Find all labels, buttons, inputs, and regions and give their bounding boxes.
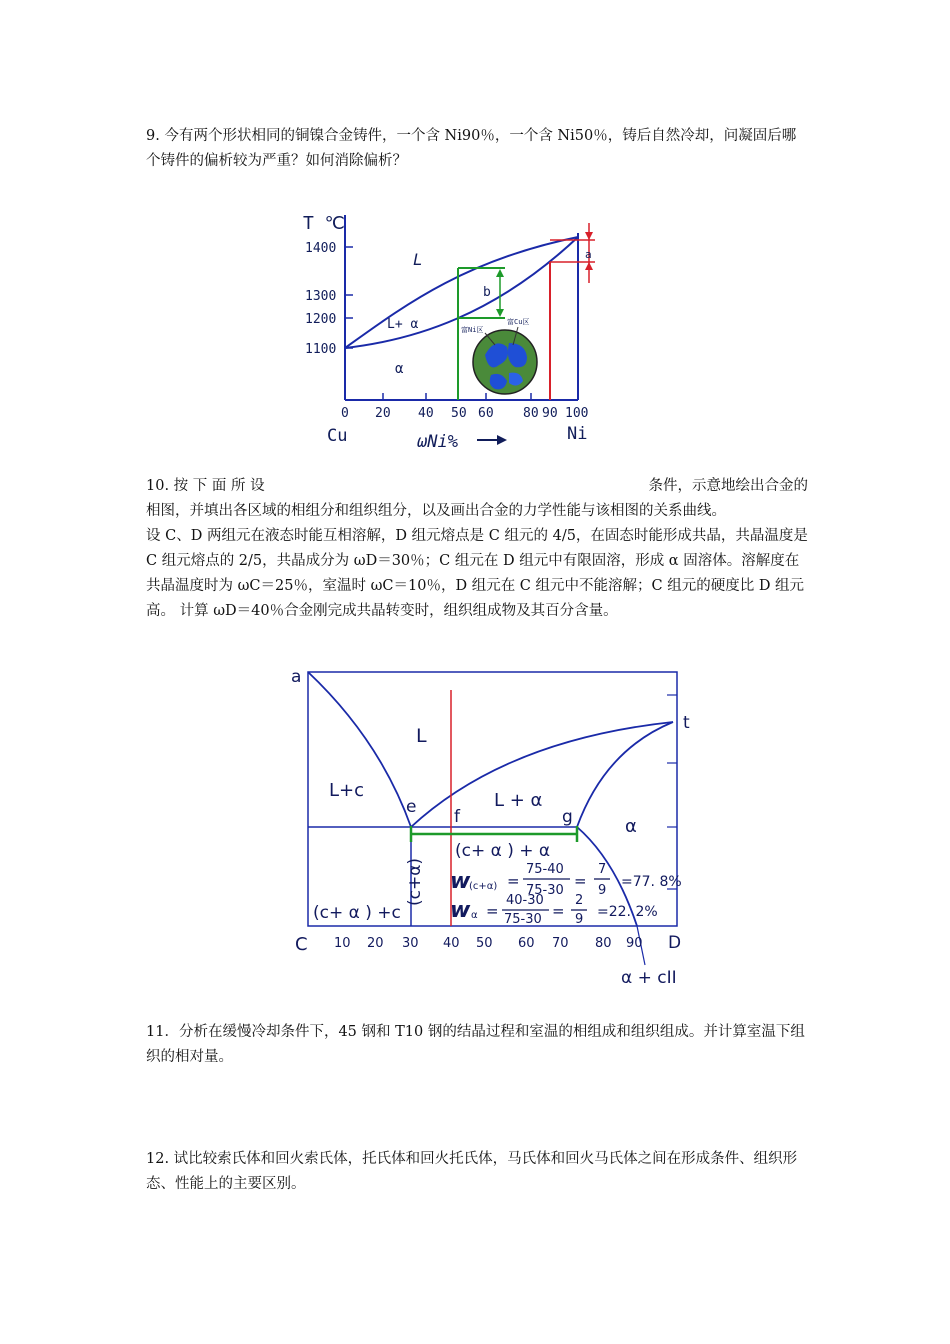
point-g-label: g: [562, 807, 573, 827]
x-tick: 60: [518, 936, 535, 951]
formula-1-symbol: w: [450, 869, 471, 894]
left-c-label: C: [295, 934, 308, 955]
formula-1-denominator: 75-30: [526, 883, 564, 898]
question-10-head: [146, 474, 808, 499]
x-tick: 90: [626, 936, 643, 951]
x-tick: 40: [418, 406, 434, 421]
x-tick: 70: [552, 936, 569, 951]
x-tick: 20: [367, 936, 384, 951]
point-f-label: f: [454, 807, 460, 827]
mark-a-label: a: [585, 248, 592, 261]
region-alpha-cii-label: α + cII: [621, 968, 677, 988]
question-10-line: 设 C、D 两组元在液态时能互相溶解，D 组元熔点是 C 组元的 4/5，在固态时能形成共晶，共晶温度是 C 组元熔点的 2/5，共晶成分为 ωD＝30％；C 组元在 D 组元中有限固溶，形成 α 固溶体。溶解度在共晶温度时为 ωC＝25％，室温时 ωC＝10％，D 组元在 C 组元中不能溶解；C 组元的硬度比 D 组元高。 计算 ωD＝40％合金刚完成共晶转变时，组织组成物及其百分含量。: [146, 528, 808, 619]
c-d-phase-diagram: [285, 660, 705, 995]
question-10-head-left: 10. 按 下 面 所 设: [146, 478, 265, 494]
y-tick: 1400: [305, 241, 337, 256]
x-tick: 80: [523, 406, 539, 421]
formula-2-denominator-2: 9: [575, 912, 584, 927]
right-d-label: D: [668, 933, 682, 953]
formula-2-denominator: 75-30: [504, 912, 542, 927]
x-tick: 40: [443, 936, 460, 951]
region-alpha-label: α: [625, 816, 637, 837]
x-tick: 50: [451, 406, 467, 421]
formula-1-numerator-2: 7: [598, 862, 607, 877]
formula-2-result: =22. 2%: [597, 904, 658, 920]
formula-1-equals: =: [574, 872, 587, 890]
formula-1-numerator: 75-40: [526, 862, 564, 877]
formula-2-symbol: w: [450, 898, 471, 923]
cu-ni-phase-diagram: [295, 205, 605, 455]
x-tick: 80: [595, 936, 612, 951]
question-9: 9. 今有两个形状相同的铜镍合金铸件，一个含 Ni90％，一个含 Ni50％，铸后自然冷却，问凝固后哪个铸件的偏析较为严重？如何消除偏析？: [146, 128, 797, 169]
region-ca-c-label: (c+ α ) +c: [313, 903, 401, 923]
x-tick: 20: [375, 406, 391, 421]
y-tick: 1300: [305, 289, 337, 304]
formula-2-equals: =: [552, 902, 565, 920]
question-10: [146, 474, 808, 624]
x-tick: 90: [542, 406, 558, 421]
liquidus-left: [308, 672, 411, 827]
mark-b-label: b: [483, 285, 491, 300]
formula-1-result: =77. 8%: [621, 874, 682, 890]
question-10-head-right: 条件，示意地绘出合金的: [648, 478, 808, 494]
formula-2-numerator-2: 2: [575, 893, 584, 908]
point-e-label: e: [406, 797, 417, 817]
x-tick: 30: [402, 936, 419, 951]
ni-rich-label: 富Ni区: [461, 326, 484, 334]
y-axis-label: T ℃: [303, 213, 345, 234]
question-12: 12. 试比较索氏体和回火索氏体，托氏体和回火托氏体，马氏体和回火马氏体之间在形成条件、组织形态、性能上的主要区别。: [146, 1151, 798, 1192]
region-alpha-label: α: [395, 361, 404, 377]
x-tick: 100: [565, 406, 589, 421]
x-tick: 0: [341, 406, 349, 421]
x-axis-label: ωNi%: [417, 432, 458, 452]
solidus-right: [577, 722, 673, 827]
question-11: 11．分析在缓慢冷却条件下，45 钢和 T10 钢的结晶过程和室温的相组成和组织组成。并计算室温下组织的相对量。: [146, 1024, 805, 1065]
formula-2-numerator: 40-30: [506, 893, 544, 908]
formula-1-subscript: (c+α): [469, 881, 498, 892]
y-tick: 1200: [305, 312, 337, 327]
region-liquid-label: L: [413, 250, 423, 269]
region-ca-alpha-label: (c+ α ) + α: [455, 841, 551, 861]
region-l-alpha-label: L+ α: [387, 317, 419, 332]
x-left-label: Cu: [327, 426, 348, 446]
region-l-label: L: [416, 725, 427, 747]
formula-1-equals: =: [507, 872, 520, 890]
region-ca-vertical-label: (c+α): [405, 857, 425, 906]
region-lc-label: L+c: [329, 780, 365, 801]
x-tick: 60: [478, 406, 494, 421]
x-tick: 50: [476, 936, 493, 951]
x-right-label: Ni: [567, 424, 588, 444]
formula-2-equals: =: [486, 902, 499, 920]
region-la-label: L + α: [494, 790, 543, 811]
x-tick: 10: [334, 936, 351, 951]
question-10-line: 相图，并填出各区域的相组分和组织组分，以及画出合金的力学性能与该相图的关系曲线。: [146, 503, 726, 519]
point-a-label: a: [291, 667, 302, 687]
point-t-label: t: [683, 713, 690, 733]
formula-2-subscript: α: [471, 910, 478, 921]
formula-1-denominator-2: 9: [598, 883, 607, 898]
cu-rich-label: 富Cu区: [507, 318, 530, 326]
y-tick: 1100: [305, 342, 337, 357]
